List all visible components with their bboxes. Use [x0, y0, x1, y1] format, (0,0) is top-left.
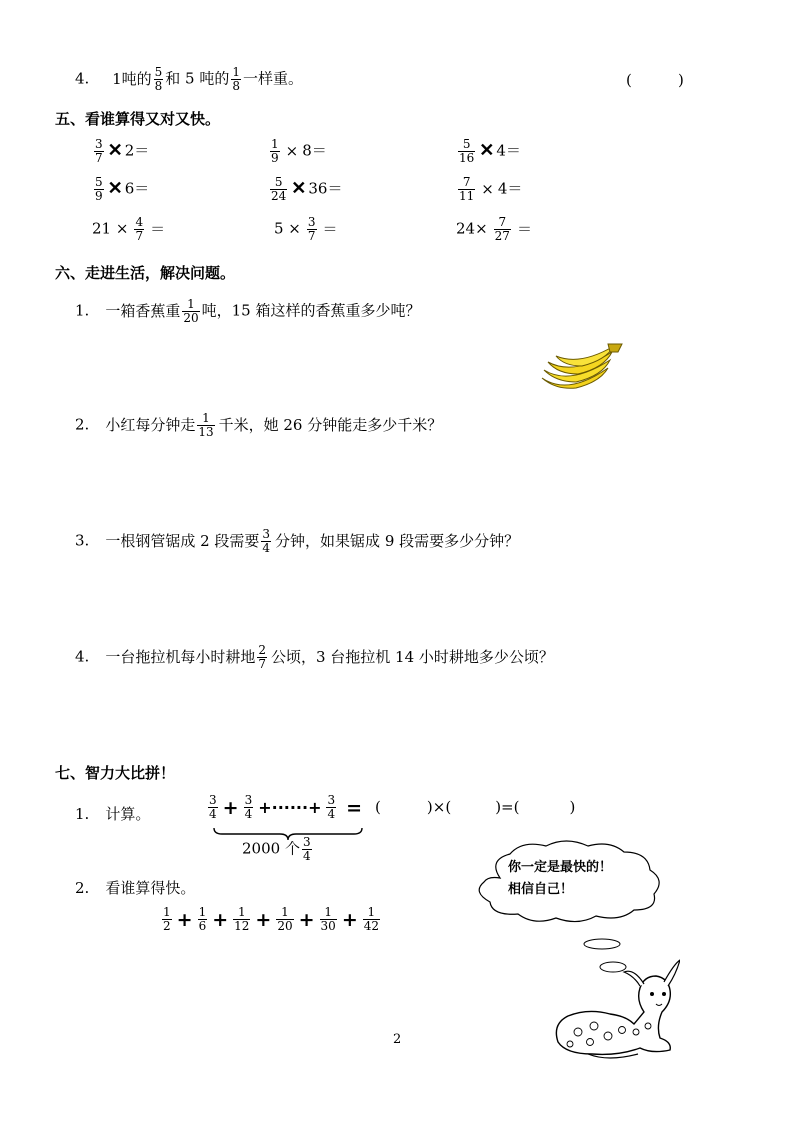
puzzle-1-label: 1. 计算。 — [75, 805, 151, 823]
calc-item: $\frac{7}{11}$ × 4＝ — [459, 175, 523, 203]
word-problem: 2. 小红每分钟走 $\frac{1}{13}$ 千米，她 26 分钟能走多少千米？ — [75, 411, 443, 439]
calc-item: $\frac{1}{9}$ × 8＝ — [271, 137, 327, 165]
item-text-part3: 一样重。 — [243, 69, 304, 88]
item-text-part1: 1吨的 — [112, 69, 152, 88]
calc-item: $\frac{3}{7}$ ✕ 2＝ — [95, 137, 150, 165]
puzzle-2-label: 2. 看谁算得快。 — [75, 879, 196, 897]
bubble-line-2: 相信自己！ — [508, 882, 574, 897]
bubble-line-1: 你一定是最快的！ — [508, 860, 613, 875]
underbrace-label: 2000 个 $\frac{3}{4}$ — [242, 835, 311, 863]
answer-paren-close: ) — [678, 71, 684, 89]
word-problem: 4. 一台拖拉机每小时耕地 $\frac{2}{7}$ 公顷，3 台拖拉机 14 小时耕地多少公顷？ — [75, 643, 554, 671]
judgement-item-4 — [75, 66, 303, 93]
answer-paren-open[interactable]: ( — [626, 71, 632, 89]
page-number: 2 — [393, 1032, 402, 1047]
calc-item: $\frac{5}{24}$ ✕ 36＝ — [271, 175, 343, 203]
fraction: $\frac{1}{8}$ — [232, 65, 241, 93]
section5-title: 五、看谁算得又对又快。 — [55, 110, 221, 128]
puzzle-2-expression: $\frac{1}{2}$ + $\frac{1}{6}$ + $\frac{1}{12}$ + $\frac{1}{20}$ + $\frac{1}{30}$ + $\frac{1}{42}$ — [163, 905, 380, 933]
section6-title: 六、走进生活，解决问题。 — [55, 264, 236, 282]
word-problem: 1. 一箱香蕉重 $\frac{1}{20}$ 吨，15 箱这样的香蕉重多少吨？ — [75, 297, 421, 325]
calc-item: $\frac{5}{9}$ ✕ 6＝ — [95, 175, 150, 203]
calc-item: 24× $\frac{7}{27}$ ＝ — [456, 215, 532, 243]
puzzle-1-expression: $\frac{3}{4}$ + $\frac{3}{4}$ +······+ $\frac{3}{4}$ = ( )×( )=( ) — [209, 793, 576, 821]
deer-icon — [548, 954, 680, 1064]
calc-item: 5 × $\frac{3}{7}$ ＝ — [274, 215, 338, 243]
calc-item: $\frac{5}{16}$ ✕ 4＝ — [459, 137, 521, 165]
item-number: 4. — [75, 69, 90, 88]
banana-icon — [538, 338, 628, 398]
fraction: $\frac{5}{8}$ — [154, 65, 163, 93]
section7-title: 七、智力大比拼！ — [55, 764, 176, 782]
item-text-part2: 和 5 吨的 — [165, 69, 230, 88]
calc-item: 21 × $\frac{4}{7}$ ＝ — [92, 215, 166, 243]
word-problem: 3. 一根钢管锯成 2 段需要 $\frac{3}{4}$ 分钟，如果锯成 9 段需要多少分钟？ — [75, 527, 520, 555]
